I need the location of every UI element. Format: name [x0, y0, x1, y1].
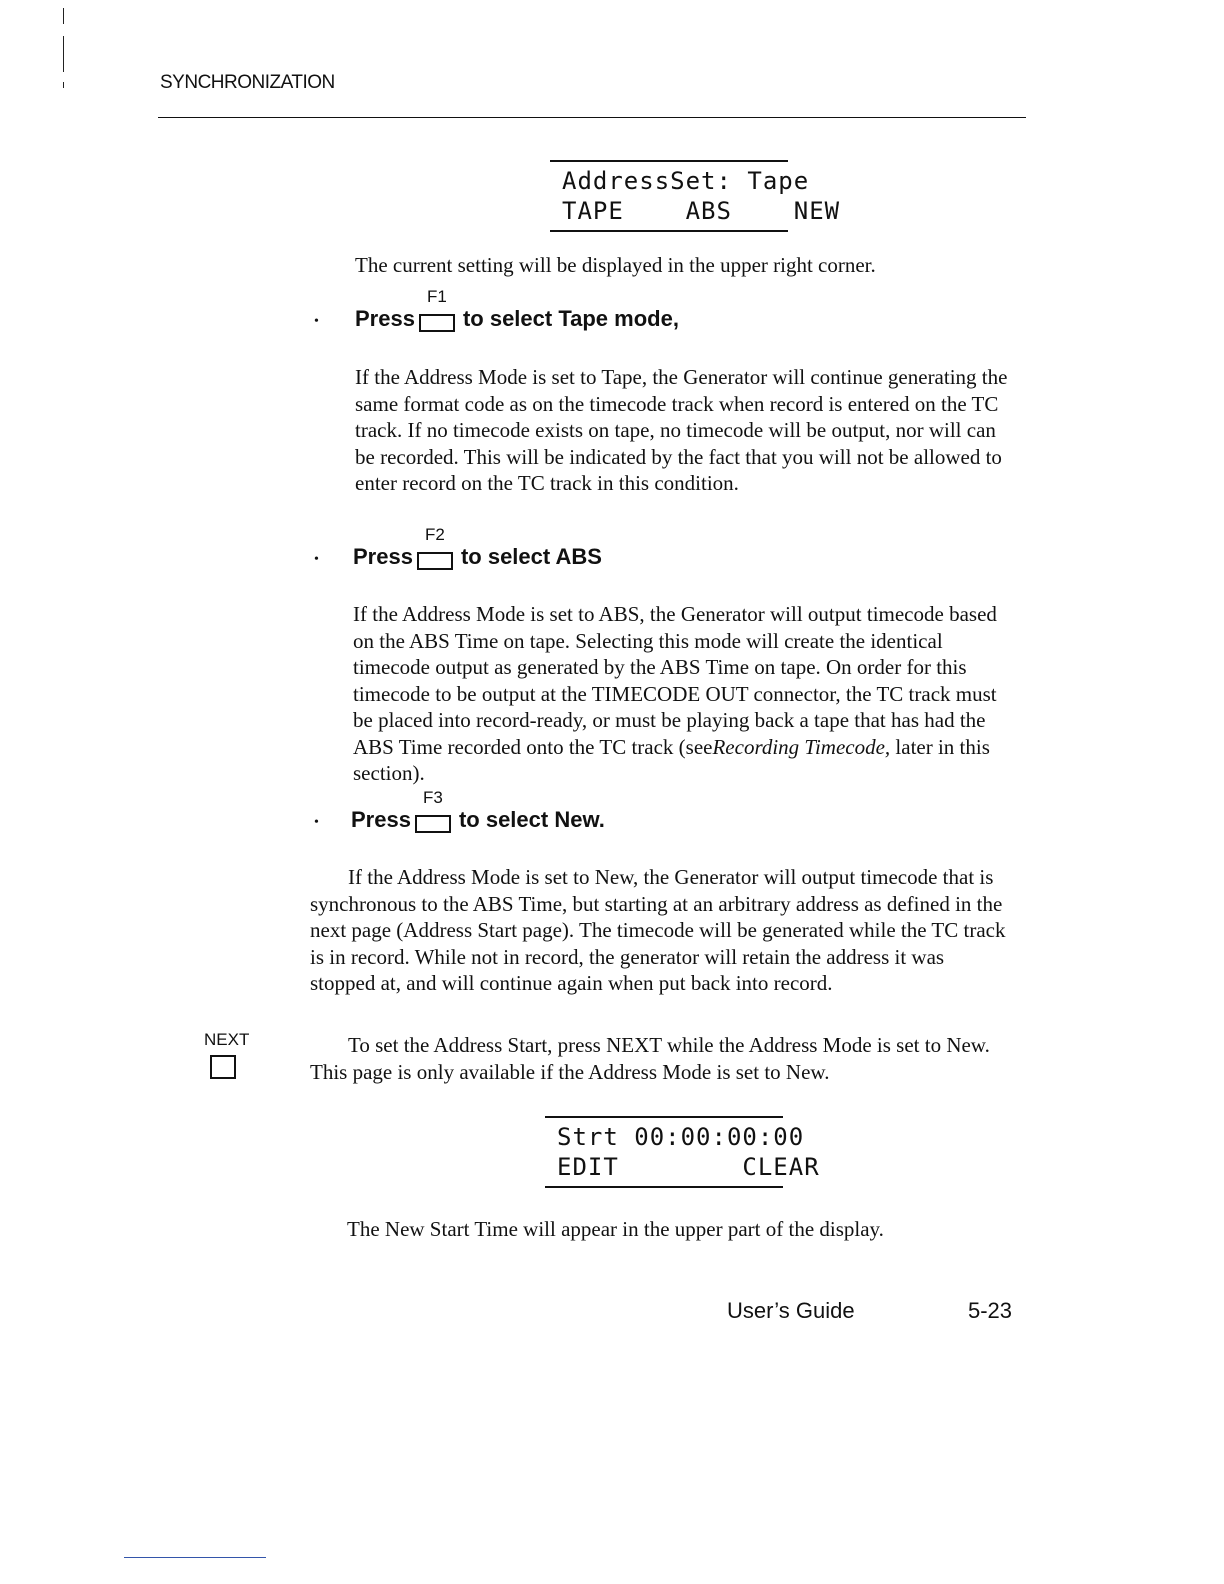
next-key-label: NEXT — [204, 1030, 250, 1049]
closing-text: The New Start Time will appear in the upper part of the display. — [347, 1217, 884, 1241]
bullet: • — [314, 815, 319, 830]
f2-key-label: F2 — [425, 525, 445, 544]
address-start-text: To set the Address Start, press NEXT while the Address Mode is set to New. This page is only available if the Address Mode is set to New. — [310, 1033, 990, 1084]
lcd-display-address-start — [545, 1116, 820, 1188]
bullet: • — [314, 552, 319, 567]
next-key-icon — [210, 1055, 236, 1079]
press-label: Press — [355, 306, 415, 331]
press-f2-instruction — [353, 525, 602, 570]
key-box-icon — [417, 552, 453, 570]
f1-key — [419, 287, 455, 332]
action-label: to select Tape mode, — [462, 306, 679, 331]
f1-key-label: F1 — [427, 287, 447, 306]
abs-mode-text-a: If the Address Mode is set to ABS, the Generator will output timecode based on the ABS Time on tape. Selecting this mode will create the identical timecode output as generated by the ABS Time on tape. On order for this timecode to be output at the TIMECODE OUT connector, the TC track must be placed into record-ready, or must be playing back a tape that has had the ABS Time recorded onto the TC track (see — [353, 602, 997, 759]
margin-mark — [63, 36, 64, 72]
lcd-row-top: Strt 00:00:00:00 — [557, 1123, 805, 1151]
abs-mode-text-b: later in this section). — [353, 734, 990, 785]
section-header: SYNCHRONIZATION — [160, 72, 335, 93]
press-label: Press — [351, 807, 411, 832]
action-label: to select New. — [458, 807, 605, 832]
bottom-rule — [124, 1557, 266, 1558]
press-f3-instruction — [351, 788, 605, 833]
margin-mark — [63, 82, 64, 88]
press-label: Press — [353, 544, 413, 569]
intro-text: The current setting will be displayed in the upper right corner. — [355, 253, 876, 277]
margin-mark — [63, 8, 64, 24]
lcd-row-top: AddressSet: Tape — [562, 167, 810, 195]
abs-mode-text — [353, 601, 1013, 787]
footer-page-number: 5-23 — [968, 1298, 1013, 1323]
recording-timecode-ref: Recording Timecode, — [712, 734, 891, 759]
action-label: to select ABS — [460, 544, 602, 569]
f2-key — [417, 525, 453, 570]
lcd-row-bottom: EDIT CLEAR — [557, 1153, 820, 1181]
f3-key — [415, 788, 451, 833]
header-rule — [158, 117, 1026, 118]
footer-guide: User’s Guide — [727, 1298, 855, 1323]
lcd-row-bottom: TAPE ABS NEW — [562, 197, 841, 225]
press-f1-instruction — [355, 287, 679, 332]
bullet: • — [314, 314, 319, 329]
new-mode-text: If the Address Mode is set to New, the Generator will output timecode that is synchronous to the ABS Time, but starting at an arbitrary address as defined in the next page (Address Start page). The timecode will be generated while the TC track is in record. While not in record, the generator will retain the address it was stopped at, and will continue again when put back into record. — [310, 865, 1006, 995]
lcd-display-address-set — [550, 160, 841, 232]
key-box-icon — [415, 815, 451, 833]
f3-key-label: F3 — [423, 788, 443, 807]
tape-mode-text: If the Address Mode is set to Tape, the Generator will continue generating the same format code as on the timecode track when record is entered on the TC track. If no timecode exists on tape, no timecode will be output, nor will can be recorded. This will be indicated by the fact that you will not be allowed to enter record on the TC track in this condition. — [355, 365, 1008, 495]
key-box-icon — [419, 314, 455, 332]
